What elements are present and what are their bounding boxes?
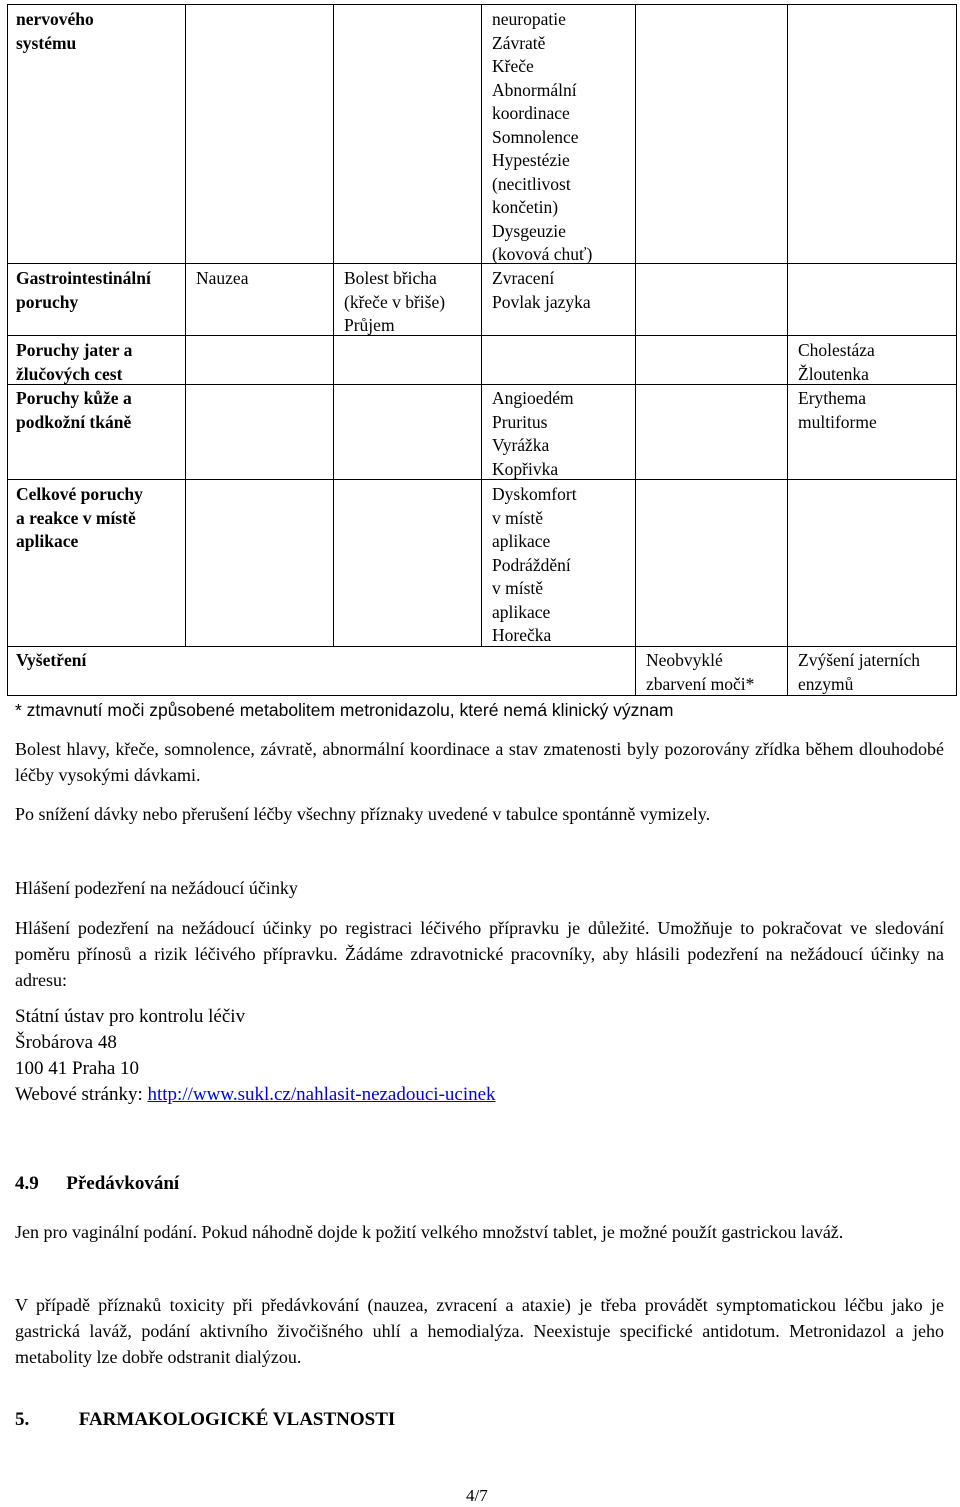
cell-uncommon-skin: Angioedém Pruritus Vyrážka Kopřivka xyxy=(492,388,574,479)
table-footnote: * ztmavnutí moči způsobené metabolitem metronidazolu, které nemá klinický význam xyxy=(15,700,674,720)
column-divider xyxy=(635,4,636,695)
reporting-paragraph: Hlášení podezření na nežádoucí účinky po registraci léčivého přípravku je důležité. Umožňuje to pokračovat ve sledování poměru přínosů a rizik léčivého přípravku. Žádáme zdravotnické pracovníky, aby hlásili podezření na nežádoucí účinky na adresu: xyxy=(15,918,944,990)
cell-very-common-gi: Nauzea xyxy=(196,268,249,288)
address-city: 100 41 Praha 10 xyxy=(15,1058,140,1079)
cell-unknown-hepatobiliary: Cholestáza Žloutenka xyxy=(798,340,875,384)
section-number: 5. xyxy=(15,1409,30,1430)
column-divider xyxy=(787,4,788,695)
website-line xyxy=(15,1082,496,1108)
address-institution: Státní ústav pro kontrolu léčiv xyxy=(15,1006,246,1027)
organ-class-gastrointestinal: Gastrointestinální poruchy xyxy=(16,268,151,312)
organ-class-investigations: Vyšetření xyxy=(16,650,87,670)
cell-uncommon-general: Dyskomfort v místě aplikace Podráždění v místě aplikace Horečka xyxy=(492,484,577,645)
table-left-border xyxy=(7,4,8,695)
row-divider xyxy=(7,479,957,480)
address-block xyxy=(15,1004,496,1108)
website-link[interactable]: http://www.sukl.cz/nahlasit-nezadouci-ucinek xyxy=(147,1084,496,1105)
section-title: FARMAKOLOGICKÉ VLASTNOSTI xyxy=(78,1409,396,1430)
row-divider xyxy=(7,335,957,336)
overdose-paragraph-1: Jen pro vaginální podání. Pokud náhodně dojde k požití velkého množství tablet, je možné použít gastrickou laváž. xyxy=(15,1222,844,1242)
row-divider xyxy=(7,263,957,264)
paragraph-adverse-effects-note: Bolest hlavy, křeče, somnolence, závratě, abnormální koordinace a stav zmatenosti byly pozorovány zřídka během dlouhodobé léčby vysokými dávkami. xyxy=(15,739,944,785)
address-street: Šrobárova 48 xyxy=(15,1032,117,1053)
column-divider xyxy=(185,4,186,646)
table-right-border xyxy=(956,4,957,695)
page-number: 4/7 xyxy=(466,1486,488,1505)
section-title: Předávkování xyxy=(66,1173,180,1194)
column-divider xyxy=(481,4,482,646)
section-5-heading xyxy=(15,1407,395,1433)
organ-class-hepatobiliary: Poruchy jater a žlučových cest xyxy=(16,340,133,384)
row-divider xyxy=(7,646,957,647)
paragraph-symptoms-resolved: Po snížení dávky nebo přerušení léčby všechny příznaky uvedené v tabulce spontánně vymizely. xyxy=(15,804,711,824)
section-4-9-heading xyxy=(15,1171,179,1197)
organ-class-skin: Poruchy kůže a podkožní tkáně xyxy=(16,388,132,432)
cell-common-gi: Bolest břicha (křeče v břiše) Průjem xyxy=(344,268,446,335)
cell-unknown-skin: Erythema multiforme xyxy=(798,388,877,432)
column-divider xyxy=(333,4,334,646)
cell-rare-investigations: Neobvyklé zbarvení moči* xyxy=(646,650,755,694)
table-top-border xyxy=(7,4,957,5)
cell-unknown-investigations: Zvýšení jaterních enzymů xyxy=(798,650,920,694)
cell-uncommon-nervous: neuropatie Závratě Křeče Abnormální koordinace Somnolence Hypestézie (necitlivost končetin) Dysgeuzie (kovová chuť) xyxy=(492,9,593,264)
website-label: Webové stránky: xyxy=(15,1084,148,1105)
overdose-paragraph-2: V případě příznaků toxicity při předávkování (nauzea, zvracení a ataxie) je třeba provádět symptomatickou léčbu jako je gastrická laváž, podání aktivního živočišného uhlí a hemodialýza. Neexistuje specifické antidotum. Metronidazol a jeho metabolity lze dobře odstranit dialýzou. xyxy=(15,1295,944,1367)
organ-class-general: Celkové poruchy a reakce v místě aplikace xyxy=(16,484,143,551)
organ-class-nervous-system: nervového systému xyxy=(16,9,94,53)
reporting-heading: Hlášení podezření na nežádoucí účinky xyxy=(15,878,298,898)
section-number: 4.9 xyxy=(15,1173,39,1194)
cell-uncommon-gi: Zvracení Povlak jazyka xyxy=(492,268,591,312)
